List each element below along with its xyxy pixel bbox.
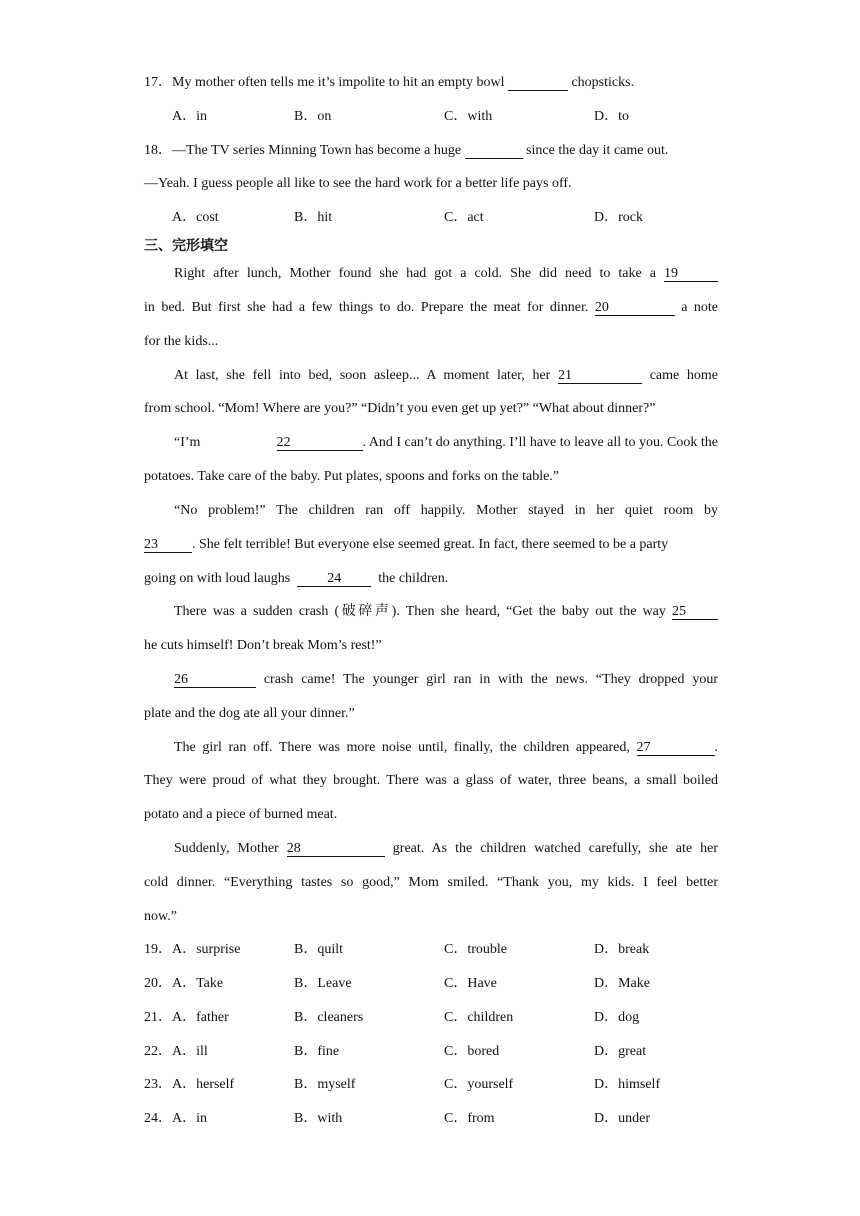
choice-option-c: C．from xyxy=(444,1111,495,1126)
choice-option-c: C．children xyxy=(444,1010,514,1025)
question-17-stem-pre: 17．My mother often tells me it’s impolite to hit an empty bowl xyxy=(144,75,508,90)
passage-text: The girl ran off. There was more noise until, finally, the children appeared, xyxy=(174,740,630,755)
passage-line xyxy=(174,367,718,385)
choice-option-a: A．Take xyxy=(172,976,224,991)
passage-line xyxy=(144,570,448,588)
passage-text: in bed. But first she had a few things to do. Prepare the meat for dinner. xyxy=(144,300,589,315)
passage-text: . And I can’t do anything. I’ll have to leave all to you. Cook the xyxy=(362,435,718,450)
choice-number: 22． xyxy=(144,1044,172,1059)
choice-option-b: B．quilt xyxy=(294,942,344,957)
passage-line xyxy=(174,603,718,621)
choice-option-d: D．Make xyxy=(594,976,650,991)
blank-24: 24 xyxy=(297,571,371,587)
passage-text: . xyxy=(714,740,718,755)
passage-line xyxy=(174,840,718,858)
passage-line xyxy=(174,265,718,283)
passage-line: “No problem!” The children ran off happily. Mother stayed in her quiet room by xyxy=(174,503,718,518)
choice-number: 19． xyxy=(144,942,172,957)
blank-23: 23 xyxy=(144,537,192,553)
choice-option-d: D．dog xyxy=(594,1010,640,1025)
choice-option-d: D．great xyxy=(594,1044,647,1059)
question-18-blank xyxy=(465,143,523,159)
choice-option-c: C．Have xyxy=(444,976,497,991)
passage-line xyxy=(174,434,718,452)
choice-number: 20． xyxy=(144,976,172,991)
question-17-stem-post: chopsticks. xyxy=(567,75,635,90)
question-18-option-b: B．hit xyxy=(294,210,333,225)
blank-27: 27 xyxy=(637,740,715,756)
question-18-stem-pre: 18．—The TV series Minning Town has become a huge xyxy=(144,143,465,158)
blank-28: 28 xyxy=(287,841,385,857)
blank-25: 25 xyxy=(672,604,718,620)
question-17-stem xyxy=(144,74,634,92)
choice-row-24 xyxy=(144,1110,207,1128)
choice-option-c: C．trouble xyxy=(444,942,507,957)
choice-option-a: A．herself xyxy=(172,1077,235,1092)
question-17-option-a: A．in xyxy=(172,109,207,124)
passage-line xyxy=(144,299,718,317)
passage-text: “I’m xyxy=(174,435,201,450)
passage-text: a note xyxy=(681,300,719,315)
passage-line xyxy=(144,536,718,554)
choice-row-23 xyxy=(144,1076,234,1094)
question-18-option-c: C．act xyxy=(444,210,484,225)
passage-line: cold dinner. “Everything tastes so good,” Mom smiled. “Thank you, my kids. I feel better xyxy=(144,875,718,890)
choice-option-b: B．fine xyxy=(294,1044,340,1059)
choice-option-b: B．Leave xyxy=(294,976,352,991)
passage-text: came home xyxy=(649,368,719,383)
choice-option-b: B．cleaners xyxy=(294,1010,364,1025)
choice-number: 24． xyxy=(144,1111,172,1126)
choice-option-c: C．yourself xyxy=(444,1077,514,1092)
choice-option-d: D．himself xyxy=(594,1077,661,1092)
passage-line: he cuts himself! Don’t break Mom’s rest!” xyxy=(144,638,382,653)
question-17-option-d: D．to xyxy=(594,109,629,124)
passage-line: now.” xyxy=(144,909,177,924)
choice-number: 21． xyxy=(144,1010,172,1025)
choice-option-a: A．in xyxy=(172,1111,207,1126)
passage-text: great. As the children watched carefully, she ate her xyxy=(392,841,719,856)
question-17-option-c: C．with xyxy=(444,109,493,124)
blank-20: 20 xyxy=(595,300,675,316)
question-18-reply: —Yeah. I guess people all like to see the hard work for a better life pays off. xyxy=(144,176,572,191)
choice-option-a: A．ill xyxy=(172,1044,208,1059)
choice-option-b: B．myself xyxy=(294,1077,356,1092)
passage-text: crash came! The younger girl ran in with the news. “They dropped your xyxy=(263,672,718,687)
passage-text: Suddenly, Mother xyxy=(174,841,279,856)
passage-line: plate and the dog ate all your dinner.” xyxy=(144,706,355,721)
passage-line: potatoes. Take care of the baby. Put plates, spoons and forks on the table.” xyxy=(144,469,560,484)
choice-option-d: D．break xyxy=(594,942,650,957)
passage-line xyxy=(174,739,718,757)
choice-option-a: A．surprise xyxy=(172,942,241,957)
passage-line: potato and a piece of burned meat. xyxy=(144,807,338,822)
blank-26: 26 xyxy=(174,672,256,688)
passage-line: They were proud of what they brought. There was a glass of water, three beans, a small boiled xyxy=(144,773,718,788)
passage-text: There was a sudden crash (破碎声). Then she heard, “Get the baby out the way xyxy=(174,604,666,619)
section-title: 三、完形填空 xyxy=(144,238,228,254)
choice-option-b: B．with xyxy=(294,1111,343,1126)
question-18-stem-post: since the day it came out. xyxy=(522,143,669,158)
choice-option-c: C．bored xyxy=(444,1044,500,1059)
passage-text: going on with loud laughs xyxy=(144,571,291,586)
choice-row-22 xyxy=(144,1043,208,1061)
passage-text: the children. xyxy=(378,571,449,586)
blank-19: 19 xyxy=(664,266,718,282)
passage-line xyxy=(174,671,718,689)
choice-row-21 xyxy=(144,1009,229,1027)
passage-text: Right after lunch, Mother found she had got a cold. She did need to take a xyxy=(174,266,656,281)
choice-option-d: D．under xyxy=(594,1111,650,1126)
question-17-blank xyxy=(508,75,568,91)
choice-row-20 xyxy=(144,975,223,993)
question-18-option-d: D．rock xyxy=(594,210,643,225)
question-17-option-b: B．on xyxy=(294,109,332,124)
question-18-option-a: A．cost xyxy=(172,210,219,225)
passage-text: At last, she fell into bed, soon asleep... A moment later, her xyxy=(174,368,551,383)
question-18-stem xyxy=(144,142,668,160)
blank-21: 21 xyxy=(558,368,642,384)
passage-line: from school. “Mom! Where are you?” “Didn’t you even get up yet?” “What about dinner?” xyxy=(144,401,656,416)
blank-22: 22 xyxy=(277,435,363,451)
passage-line: for the kids... xyxy=(144,334,219,349)
choice-row-19 xyxy=(144,941,240,959)
choice-option-a: A．father xyxy=(172,1010,229,1025)
passage-text: . She felt terrible! But everyone else seemed great. In fact, there seemed to be a party xyxy=(192,537,669,552)
choice-number: 23． xyxy=(144,1077,172,1092)
